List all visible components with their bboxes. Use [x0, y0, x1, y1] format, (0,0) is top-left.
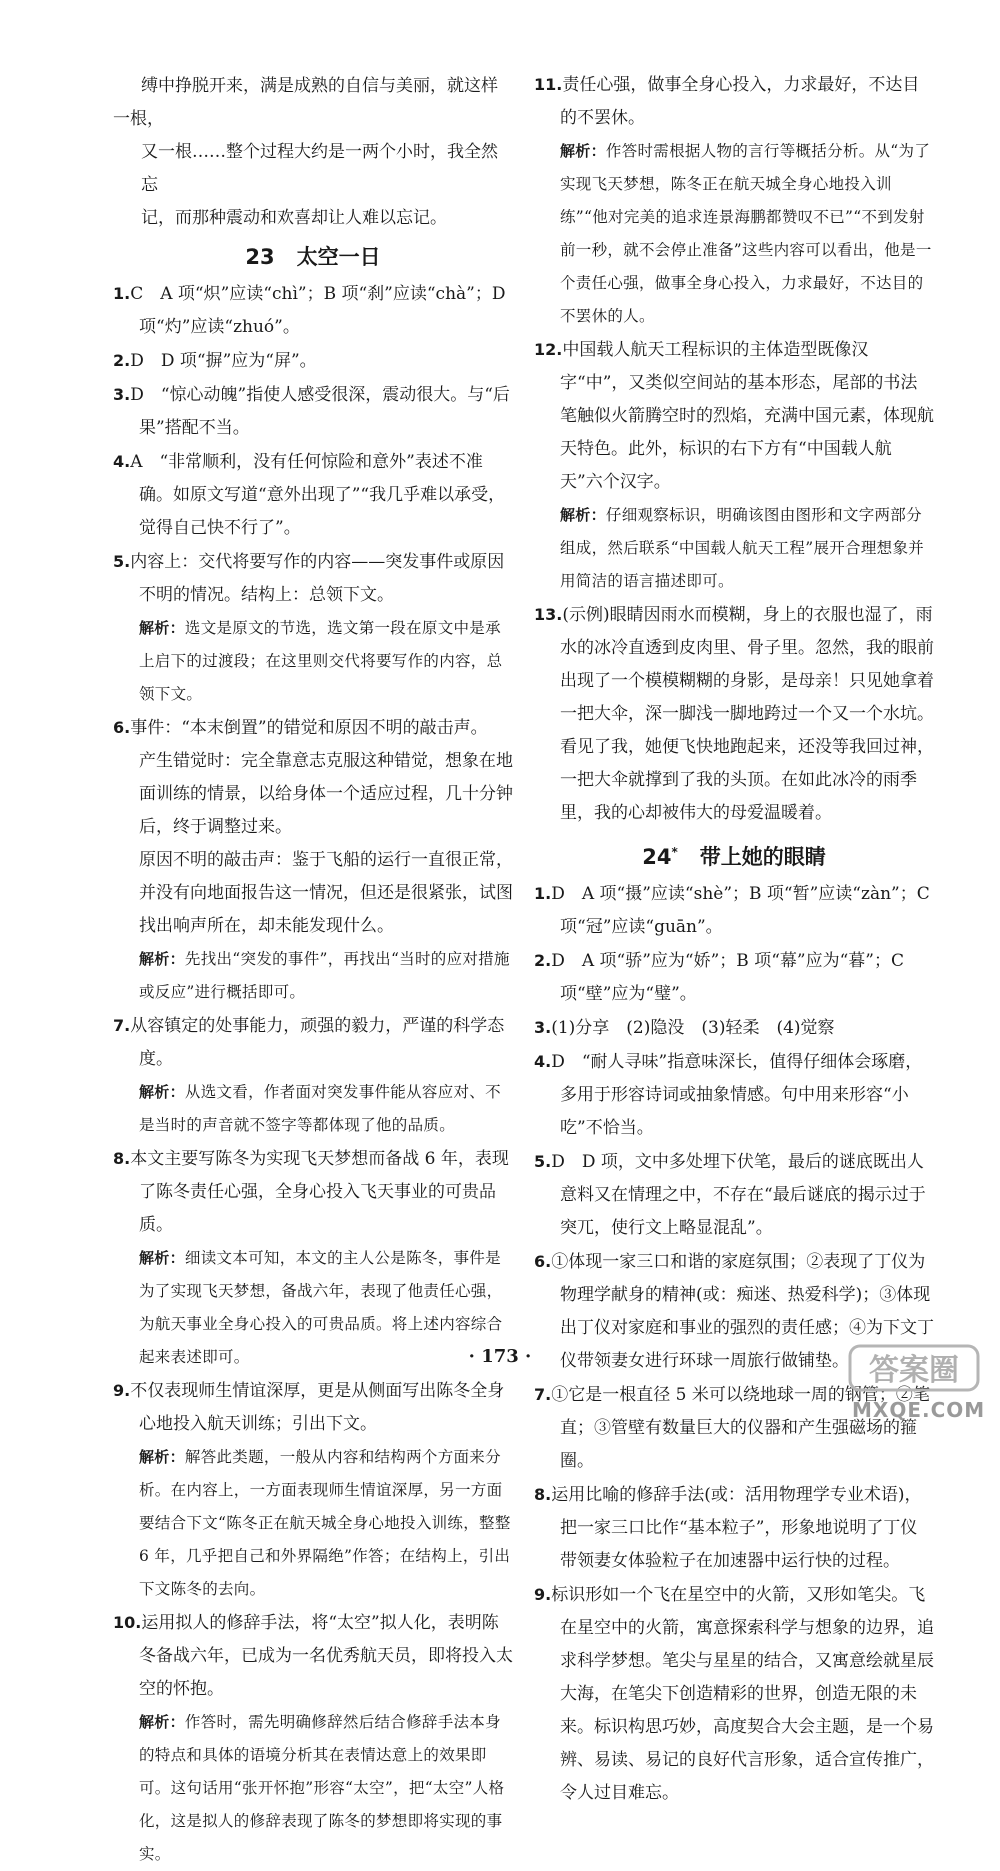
question-number: 1. — [113, 284, 131, 303]
answer-body: D D 项“摒”应为“屏”。 — [130, 351, 317, 371]
explanation-text: 仔细观察标识，明确该图由图形和文字两部分组成，然后联系“中国载人航天工程”展开合理想象并用简洁的语言描述即可。 — [560, 506, 925, 590]
explanation — [534, 499, 934, 598]
section-number: 24 — [642, 845, 672, 869]
answer-body: ①它是一根直径 5 米可以绕地球一周的钢管；②笔直；③管壁有数量巨大的仪器和产生强磁场的箍圈。 — [551, 1385, 930, 1471]
answer-body: 责任心强，做事全身心投入，力求最好，不达目的不罢休。 — [560, 75, 920, 128]
question-number: 10. — [113, 1613, 142, 1632]
svg-text:答案圈: 答案圈 — [869, 1353, 959, 1388]
answer-paragraph: 原因不明的敲击声：鉴于飞船的运行一直很正常，并没有向地面报告这一情况，但还是很紧张，试图找出响声所在，却未能发现什么。 — [139, 850, 513, 936]
answer-body: A “非常顺利，没有任何惊险和意外”表述不准确。如原文写道“意外出现了”“我几乎难以承受，觉得自己快不行了”。 — [130, 452, 506, 538]
explanation — [113, 1706, 513, 1871]
question-number: 13. — [534, 605, 563, 624]
answer-text — [534, 598, 934, 830]
answer-text — [534, 1011, 934, 1045]
intro-line: 缚中挣脱开来，满是成熟的自信与美丽，就这样一根， — [113, 76, 498, 129]
answer-item — [534, 1145, 934, 1245]
answer-text — [113, 1606, 513, 1706]
answer-body: 运用拟人的修辞手法，将“太空”拟人化，表明陈冬备战六年，已成为一名优秀航天员，即将投入太空的怀抱。 — [139, 1613, 513, 1699]
question-number: 5. — [113, 552, 131, 571]
answer-item — [534, 598, 934, 830]
explanation — [113, 612, 513, 711]
explanation-label: 解析： — [139, 1249, 185, 1267]
answer-text — [113, 711, 513, 745]
question-number: 7. — [534, 1385, 552, 1404]
question-number: 2. — [534, 951, 552, 970]
answer-item — [113, 545, 513, 711]
intro-paragraph — [113, 70, 513, 235]
answer-item — [534, 333, 934, 598]
answer-item — [113, 1374, 513, 1606]
watermark-text: MXQE.COM — [852, 1398, 986, 1422]
explanation-text: 解答此类题，一般从内容和结构两个方面来分析。在内容上，一方面表现师生情谊深厚，另一方面要结合下文“陈冬正在航天城全身心地投入训练，整整 6 年，几乎把自己和外界隔绝”作答；在结构上，引出下文陈冬的去向。 — [139, 1448, 511, 1598]
question-number: 2. — [113, 351, 131, 370]
answer-body: 标识形如一个飞在星空中的火箭，又形如笔尖。飞在星空中的火箭，寓意探索科学与想象的边界，追求科学梦想。笔尖与星星的结合，又寓意绘就星辰大海，在笔尖下创造精彩的世界，创造无限的未来。标识构思巧妙，高度契合大会主题，是一个易辨、易读、易记的良好代言形象，适合宣传推广，令人过目难忘。 — [551, 1585, 934, 1803]
explanation-label: 解析： — [560, 506, 606, 524]
question-number: 3. — [113, 385, 131, 404]
explanation-text: 从选文看，作者面对突发事件能从容应对、不是当时的声音就不签字等都体现了他的品质。 — [139, 1083, 501, 1134]
answer-text — [534, 68, 934, 135]
answer-body: D A 项“骄”应为“娇”；B 项“幕”应为“暮”；C 项“壁”应为“璧”。 — [551, 951, 904, 1004]
answer-item — [534, 1578, 934, 1810]
intro-line: 又一根……整个过程大约是一两个小时，我全然忘 — [141, 142, 498, 195]
section-title-24 — [534, 834, 934, 875]
explanation-label: 解析： — [139, 1713, 185, 1731]
question-number: 8. — [534, 1485, 552, 1504]
explanation — [113, 1441, 513, 1606]
right-column — [534, 68, 934, 1810]
explanation-label: 解析： — [139, 1083, 185, 1101]
explanation-text: 先找出“突发的事件”，再找出“当时的应对措施或反应”进行概括即可。 — [139, 950, 510, 1001]
answer-body: 事件：“本末倒置”的错觉和原因不明的敲击声。 — [130, 718, 488, 738]
answer-item — [113, 1606, 513, 1871]
answer-item — [113, 277, 513, 344]
answer-paragraph: 产生错觉时：完全靠意志克服这种错觉，想象在地面训练的情景，以给身体一个适应过程，几十分钟后，终于调整过来。 — [139, 751, 513, 837]
question-number: 5. — [534, 1152, 552, 1171]
explanation-label: 解析： — [139, 619, 185, 637]
question-number: 8. — [113, 1149, 131, 1168]
left-column — [113, 70, 513, 1871]
explanation-text: 选文是原文的节选，选文第一段在原文中是承上启下的过渡段；在这里则交代将要写作的内容，总领下文。 — [139, 619, 503, 703]
answer-item — [113, 711, 513, 1009]
answer-body: 不仅表现师生情谊深厚，更是从侧面写出陈冬全身心地投入航天训练；引出下文。 — [130, 1381, 505, 1434]
intro-line: 记，而那种震动和欢喜却让人难以忘记。 — [141, 208, 447, 228]
explanation — [113, 1076, 513, 1142]
section-name: 太空一日 — [296, 245, 381, 269]
question-number: 12. — [534, 340, 563, 359]
answer-text — [534, 877, 934, 944]
answer-text — [113, 1009, 513, 1076]
answer-item — [113, 378, 513, 445]
answer-body: (1)分享 (2)隐没 (3)轻柔 (4)觉察 — [551, 1018, 835, 1038]
answer-text — [534, 944, 934, 1011]
answer-body: 本文主要写陈冬为实现飞天梦想而备战 6 年，表现了陈冬责任心强，全身心投入飞天事业的可贵品质。 — [130, 1149, 509, 1235]
watermark-logo — [846, 1338, 986, 1424]
question-number: 4. — [534, 1052, 552, 1071]
answer-item — [534, 68, 934, 333]
explanation-text: 作答时需根据人物的言行等概括分析。从“为了实现飞天梦想，陈冬正在航天城全身心地投入训练”“他对完美的追求连景海鹏都赞叹不已”“不到发射前一秒，就不会停止准备”这些内容可以看出，他是一个责任心强，做事全身心投入，力求最好，不达目的不罢休的人。 — [560, 142, 932, 325]
question-number: 6. — [534, 1252, 552, 1271]
answer-item — [113, 1142, 513, 1374]
answer-body: (示例)眼睛因雨水而模糊，身上的衣服也湿了，雨水的冰冷直透到皮肉里、骨子里。忽然，我的眼前出现了一个模模糊糊的身影，是母亲！只见她拿着一把大伞，深一脚浅一脚地跨过一个又一个水坑。看见了我，她便飞快地跑起来，还没等我回过神，一把大伞就撑到了我的头顶。在如此冰冷的雨季里，我的心却被伟大的母爱温暖着。 — [560, 605, 934, 823]
answer-text — [113, 445, 513, 545]
answer-item — [113, 1009, 513, 1142]
answer-body: 内容上：交代将要写作的内容——突发事件或原因不明的情况。结构上：总领下文。 — [130, 552, 505, 605]
section-name: 带上她的眼睛 — [699, 845, 826, 869]
section-mark: * — [671, 845, 678, 859]
explanation-label: 解析： — [560, 142, 606, 160]
explanation — [534, 135, 934, 333]
answer-text — [113, 344, 513, 378]
answer-text — [534, 1478, 934, 1578]
answer-text — [534, 333, 934, 499]
explanation-text: 作答时，需先明确修辞然后结合修辞手法本身的特点和具体的语境分析其在表情达意上的效果即可。这句话用“张开怀抱”形容“太空”，把“太空”人格化，这是拟人的修辞表现了陈冬的梦想即将实现的事实。 — [139, 1713, 505, 1863]
page-number: · 173 · — [468, 1346, 532, 1367]
question-number: 3. — [534, 1018, 552, 1037]
answer-body: 运用比喻的修辞手法(或：活用物理学专业术语)，把一家三口比作“基本粒子”，形象地说明了丁仪带领妻女体验粒子在加速器中运行快的过程。 — [551, 1485, 922, 1571]
explanation-label: 解析： — [139, 1448, 185, 1466]
answer-text — [534, 1145, 934, 1245]
question-number: 1. — [534, 884, 552, 903]
answer-body: D “耐人寻味”指意味深长，值得仔细体会琢磨，多用于形容诗词或抽象情感。句中用来形容“小吃”不恰当。 — [551, 1052, 923, 1138]
answer-list — [534, 68, 934, 830]
question-number: 9. — [113, 1381, 131, 1400]
answer-item — [534, 1011, 934, 1045]
answer-body: D A 项“摄”应读“shè”；B 项“暂”应读“zàn”；C 项“冠”应读“guān”。 — [551, 884, 930, 937]
answer-item — [113, 344, 513, 378]
answer-item — [534, 1478, 934, 1578]
explanation-label: 解析： — [139, 950, 185, 968]
answer-body: D “惊心动魄”指使人感受很深，震动很大。与“后果”搭配不当。 — [130, 385, 510, 438]
answer-text — [113, 1142, 513, 1242]
answer-body: D D 项，文中多处埋下伏笔，最后的谜底既出人意料又在情理之中，不存在“最后谜底的揭示过于突兀，使行文上略显混乱”。 — [551, 1152, 926, 1238]
answer-item — [534, 1045, 934, 1145]
answer-text — [113, 378, 513, 445]
answer-text — [534, 1578, 934, 1810]
section-title-23 — [113, 239, 513, 275]
question-number: 9. — [534, 1585, 552, 1604]
answer-body: 中国载人航天工程标识的主体造型既像汉字“中”，又类似空间站的基本形态，尾部的书法笔触似火箭腾空时的烈焰，充满中国元素，体现航天特色。此外，标识的右下方有“中国载人航天”六个汉字。 — [560, 340, 934, 492]
answer-body: 从容镇定的处事能力，顽强的毅力，严谨的科学态度。 — [130, 1016, 505, 1069]
answer-item — [113, 445, 513, 545]
answer-list — [113, 277, 513, 1871]
explanation — [113, 943, 513, 1009]
watermark-seal-icon — [846, 1338, 986, 1398]
question-number: 4. — [113, 452, 131, 471]
section-number: 23 — [245, 245, 275, 269]
answer-item — [534, 877, 934, 944]
question-number: 7. — [113, 1016, 131, 1035]
answer-item — [534, 944, 934, 1011]
answer-body: ①体现一家三口和谐的家庭氛围；②表现了丁仪为物理学献身的精神(或：痴迷、热爱科学)；③体现出丁仪对家庭和事业的强烈的责任感；④为下文丁仪带领妻女进行环球一周旅行做铺垫。 — [551, 1252, 934, 1371]
question-number: 11. — [534, 75, 563, 94]
answer-text — [113, 545, 513, 612]
explanation-text: 细读文本可知，本文的主人公是陈冬，事件是为了实现飞天梦想，备战六年，表现了他责任心强，为航天事业全身心投入的可贵品质。将上述内容综合起来表述即可。 — [139, 1249, 503, 1366]
answer-text — [534, 1045, 934, 1145]
answer-text — [113, 1374, 513, 1441]
question-number: 6. — [113, 718, 131, 737]
answer-text — [113, 277, 513, 344]
answer-body: C A 项“炽”应读“chì”；B 项“刹”应读“chà”；D 项“灼”应读“zhuó”。 — [130, 284, 506, 337]
